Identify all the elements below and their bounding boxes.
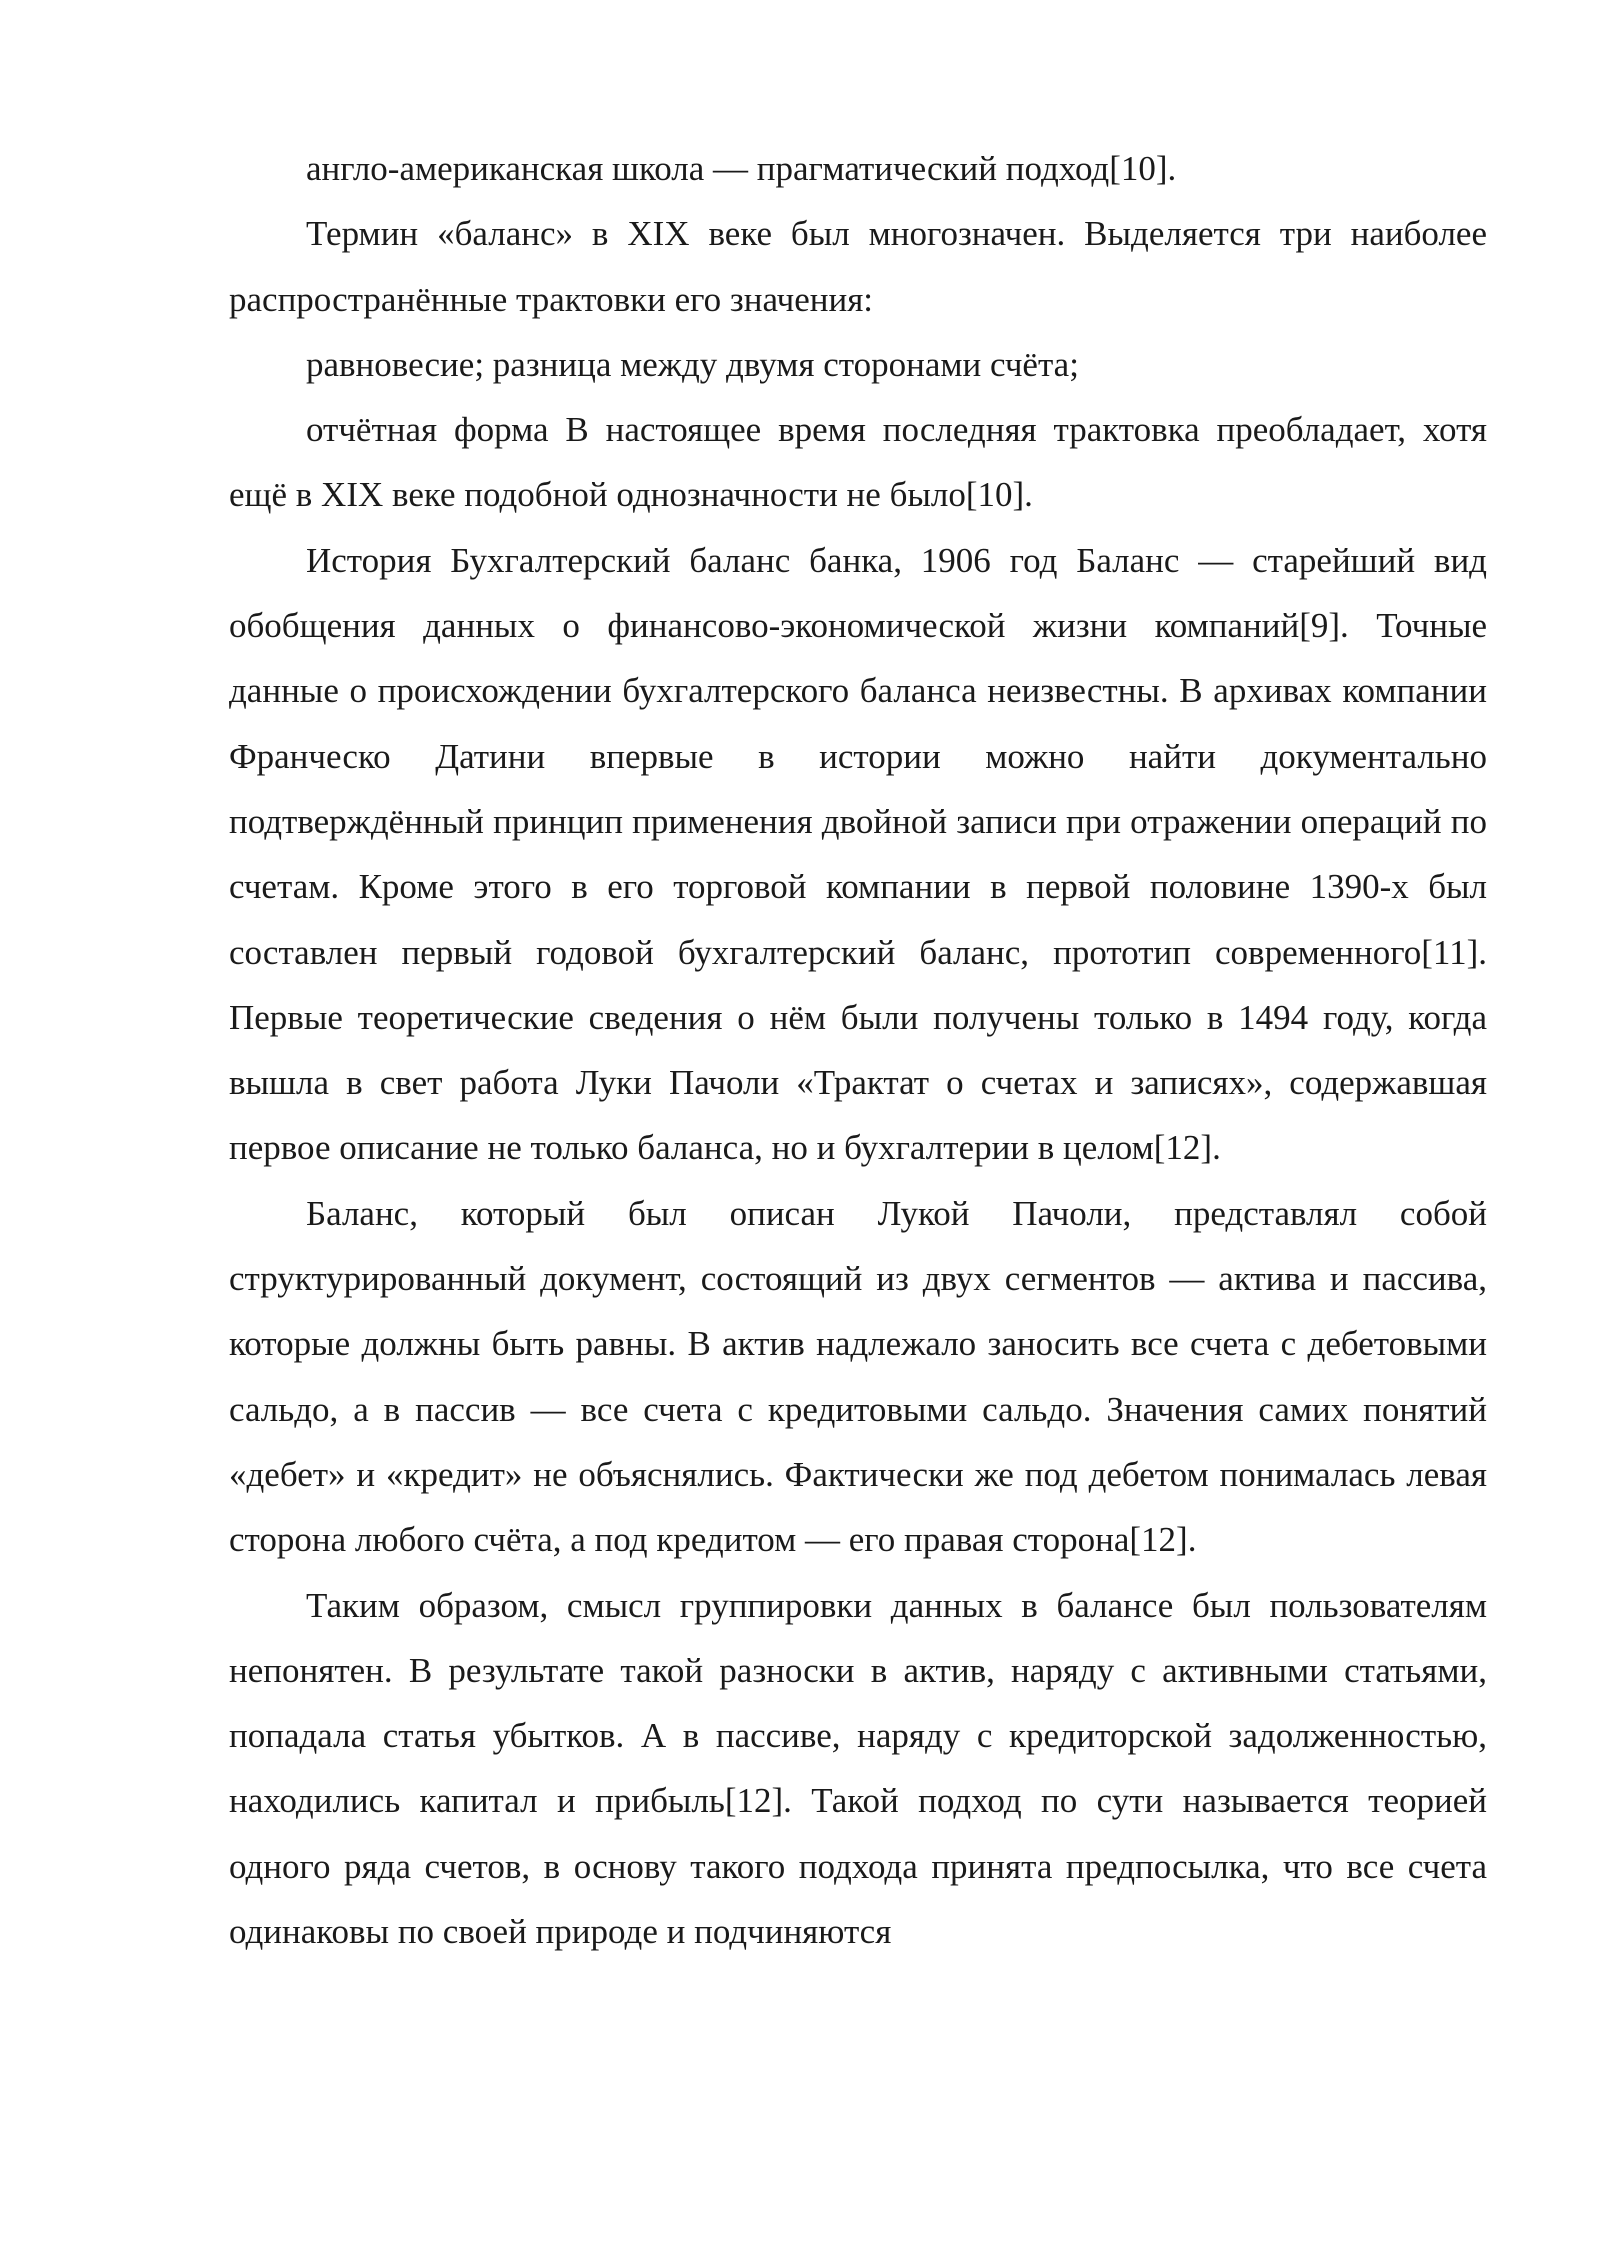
- paragraph-term-balance: Термин «баланс» в XIX веке был многозначен. Выделяется три наиболее распространённые трактовки его значения:: [229, 214, 1487, 319]
- document-body: [229, 136, 1487, 1964]
- paragraph-reporting-form: отчётная форма В настоящее время последняя трактовка преобладает, хотя ещё в XIX веке подобной однозначности не было[10].: [229, 410, 1487, 515]
- paragraph-equilibrium: равновесие; разница между двумя сторонами счёта;: [306, 344, 1079, 384]
- paragraph-history: История Бухгалтерский баланс банка, 1906 год Баланс — старейший вид обобщения данных о финансово-экономической жизни компаний[9]. Точные данные о происхождении бухгалтерского баланса неизвестны. В архивах компании Франческо Датини впервые в истории можно найти документально подтверждённый принцип применения двойной записи при отражении операций по счетам. Кроме этого в его торговой компании в первой половине 1390-х был составлен первый годовой бухгалтерский баланс, прототип современного[11]. Первые теоретические сведения о нём были получены только в 1494 году, когда вышла в свет работа Луки Пачоли «Трактат о счетах и записях», содержавшая первое описание не только баланса, но и бухгалтерии в целом[12].: [229, 540, 1487, 1168]
- paragraph-pacioli-balance: Баланс, который был описан Лукой Пачоли, представлял собой структурированный документ, состоящий из двух сегментов — актива и пассива, которые должны быть равны. В актив надлежало заносить все счета с дебетовыми сальдо, а в пассив — все счета с кредитовыми сальдо. Значения самих понятий «дебет» и «кредит» не объяснялись. Фактически же под дебетом понималась левая сторона любого счёта, а под кредитом — его правая сторона[12].: [229, 1193, 1487, 1560]
- paragraph-grouping: Таким образом, смысл группировки данных в балансе был пользователям непонятен. В результате такой разноски в актив, наряду с активными статьями, попадала статья убытков. А в пассиве, наряду с кредиторской задолженностью, находились капитал и прибыль[12]. Такой подход по сути называется теорией одного ряда счетов, в основу такого подхода принята предпосылка, что все счета одинаковы по своей природе и подчиняются: [229, 1585, 1487, 1952]
- paragraph-anglo-american-school: англо-американская школа — прагматический подход[10].: [306, 149, 1177, 188]
